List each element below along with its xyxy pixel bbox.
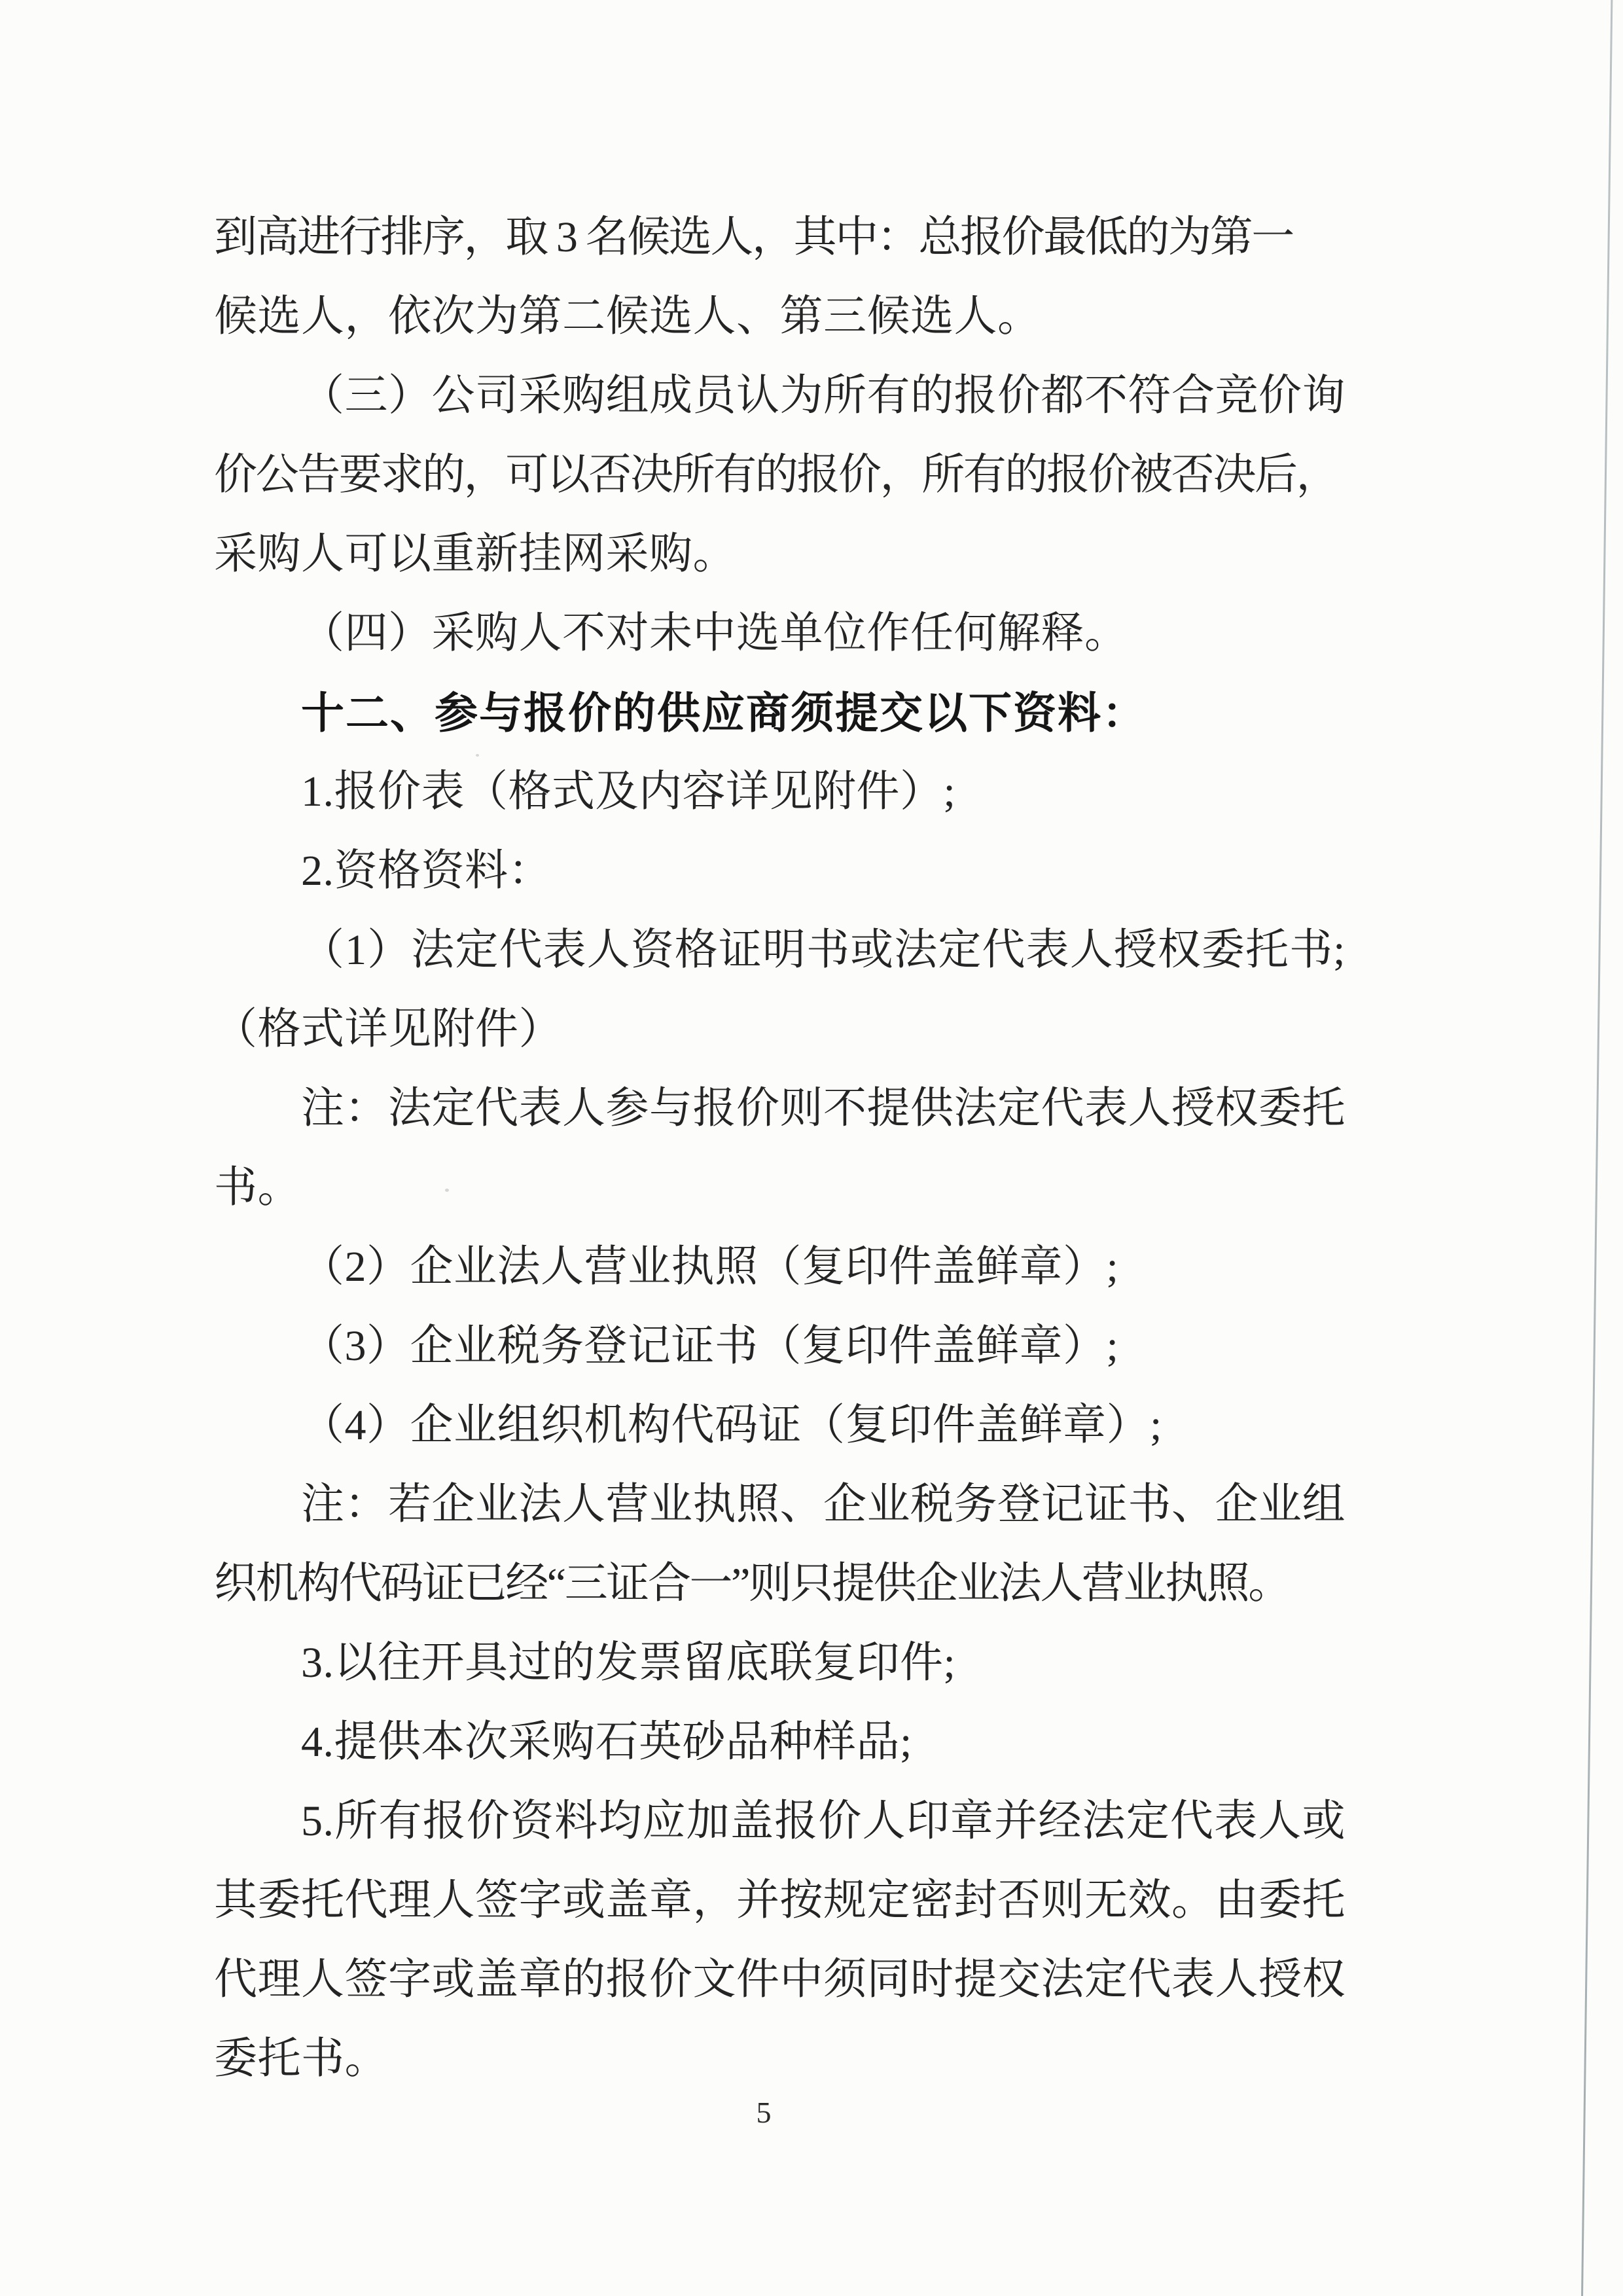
text-line: （格式详见附件） xyxy=(214,1005,562,1053)
scan-speck xyxy=(445,1189,449,1192)
text-line: 3.以往开具过的发票留底联复印件; xyxy=(301,1639,956,1687)
text-line: 2.资格资料： xyxy=(301,847,552,895)
text-line: 5.所有报价资料均应加盖报价人印章并经法定代表人或 xyxy=(301,1797,1346,1845)
text-line: （三）公司采购组成员认为所有的报价都不符合竞价询 xyxy=(301,372,1346,420)
text-line: 到高进行排序，取 3 名候选人，其中：总报价最低的为第一 xyxy=(214,213,1293,261)
text-line: 其委托代理人签字或盖章，并按规定密封否则无效。由委托 xyxy=(214,1876,1346,1924)
text-line: 代理人签字或盖章的报价文件中须同时提交法定代表人授权 xyxy=(214,1956,1346,2003)
text-line: 书。 xyxy=(214,1164,301,1211)
text-line: 委托书。 xyxy=(214,2035,388,2083)
page-number: 5 xyxy=(756,2096,772,2129)
text-line: 注：法定代表人参与报价则不提供法定代表人授权委托 xyxy=(301,1085,1346,1132)
section-heading: 十二、参与报价的供应商须提交以下资料： xyxy=(301,689,1147,737)
text-line: 注：若企业法人营业执照、企业税务登记证书、企业组 xyxy=(301,1480,1346,1528)
text-line: （四）采购人不对未中选单位作任何解释。 xyxy=(301,609,1128,657)
text-line: 价公告要求的，可以否决所有的报价，所有的报价被否决后， xyxy=(214,451,1338,499)
text-line: （4）企业组织机构代码证（复印件盖鲜章）; xyxy=(301,1401,1162,1449)
text-line: （2）企业法人营业执照（复印件盖鲜章）; xyxy=(301,1243,1119,1291)
text-line: 候选人，依次为第二候选人、第三候选人。 xyxy=(214,293,1041,340)
text-line: （1）法定代表人资格证明书或法定代表人授权委托书; xyxy=(301,926,1346,974)
text-line: 织机构代码证已经“三证合一”则只提供企业法人营业执照。 xyxy=(214,1560,1290,1607)
scan-speck xyxy=(476,754,479,757)
text-line: （3）企业税务登记证书（复印件盖鲜章）; xyxy=(301,1322,1119,1370)
text-line: 4.提供本次采购石英砂品种样品; xyxy=(301,1718,912,1766)
text-line: 1.报价表（格式及内容详见附件）; xyxy=(301,768,956,816)
text-line: 采购人可以重新挂网采购。 xyxy=(214,530,736,578)
scanner-streak-artifact xyxy=(1581,0,1613,2296)
